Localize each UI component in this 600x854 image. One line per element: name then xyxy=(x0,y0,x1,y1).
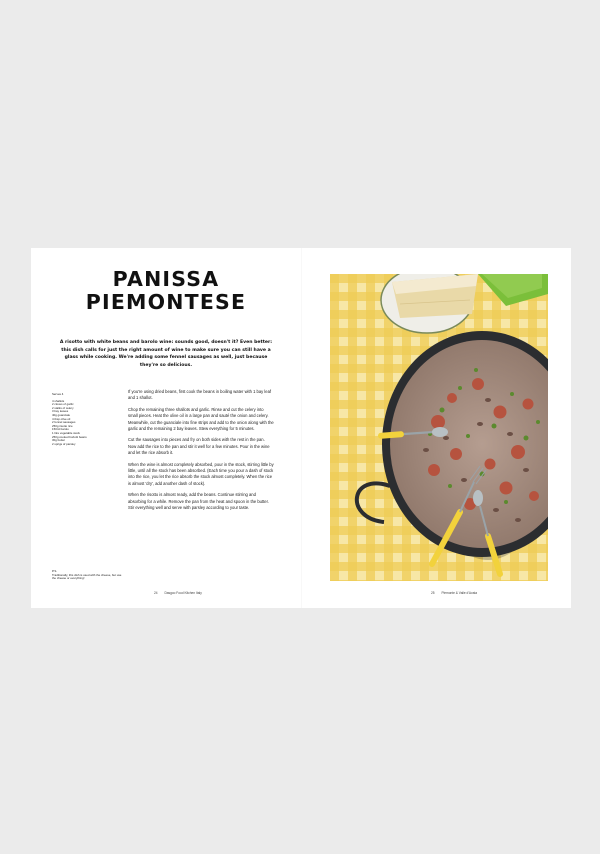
ingredients-heading: Serves 4 xyxy=(52,392,64,396)
book-gutter xyxy=(301,248,302,608)
ingredient-item: 150ml barolo xyxy=(52,427,69,432)
ingredient-item: 250g risotto rice xyxy=(52,423,73,428)
book-spread xyxy=(31,248,571,608)
folio-left xyxy=(154,591,202,595)
method-step: If you're using dried beans, first cook the beans in boiling water with 1 bay leaf and 1 shallot. xyxy=(128,389,272,401)
method-step: Chop the remaining three shallots and garlic. Rinse and cut the celery into small pieces. Heat the olive oil in a large pan and sauté the onion and celery. Meanwhile, cut the guanciale into fine strips and add to the onion along with the garlic and the remaining 2 bay leaves. Stew everything for 5 minutes. xyxy=(128,406,274,432)
recipe-photo xyxy=(330,274,548,581)
ingredient-item: 30g butter xyxy=(52,438,66,443)
running-footer-left: Dasgoo Food Kitchen Italy xyxy=(164,591,202,595)
ingredient-item: 2 fennel sausages xyxy=(52,420,76,425)
method-step: When the risotto is almost ready, add the beans. Continue stirring and absorbing for a while. Remove the pan from the heat and spoon in the butter. Stir everything well and serve with parsley according to your taste. xyxy=(128,492,269,511)
folio-right xyxy=(431,591,477,595)
ingredient-item: 4 shallots xyxy=(52,398,65,403)
footnote xyxy=(52,570,122,581)
recipe-title-line-1: PANISSA xyxy=(112,267,220,291)
ingredient-item: 40g guanciale xyxy=(52,412,71,417)
method-step: When the wine is almost completely absorbed, pour in the stock, stirring little by little, until all the stock has been absorbed. (Each time you pour a dash of stock into the rice, you let the rice absorb the stock almost completely. When the rice is almost 'dry', add another dash of stock). xyxy=(128,461,274,486)
recipe-photo-illustration xyxy=(330,274,548,581)
ingredients-list xyxy=(52,393,122,446)
ingredient-item: 2 stalks of celery xyxy=(52,405,74,410)
method-text xyxy=(128,389,274,517)
recipe-intro: A risotto with white beans and barolo wine: sounds good, doesn't it? Even better: this dish calls for just the right amount of wine to make sure you can still have a glass while cooking. We're adding some fennel sausages as well, just because they're so delicious. xyxy=(59,340,273,368)
recipe-title-line-2: PIEMONTESE xyxy=(85,290,247,314)
ingredient-item: 4 tbsp olive oil xyxy=(52,416,71,421)
footnote-text: Traditionally, this dish is used with the cheese, but use the cheese or everything! xyxy=(52,572,122,581)
footnote-mark: P.S. xyxy=(52,569,58,573)
ingredient-item: 250g cooked borlotti beans xyxy=(52,434,87,439)
running-footer-right: Piemonte & Valle d'Aosta xyxy=(441,591,478,595)
method-step: Cut the sausages into pieces and fry on both sides with the rest in the pan. Now add the rice to the pan and stir it well for a few minutes. Pour in the wine and let the rice absorb it. xyxy=(128,437,270,456)
ingredient-item: 3 bay leaves xyxy=(52,409,69,414)
page-number-left: 24 xyxy=(154,591,158,595)
ingredient-item: 2 cloves of garlic xyxy=(52,402,74,407)
recipe-title xyxy=(71,268,261,314)
ingredient-item: 2 sprigs of parsley xyxy=(52,441,76,446)
ingredient-item: 1 litre vegetable stock xyxy=(52,430,80,435)
page-number-right: 25 xyxy=(431,591,435,595)
